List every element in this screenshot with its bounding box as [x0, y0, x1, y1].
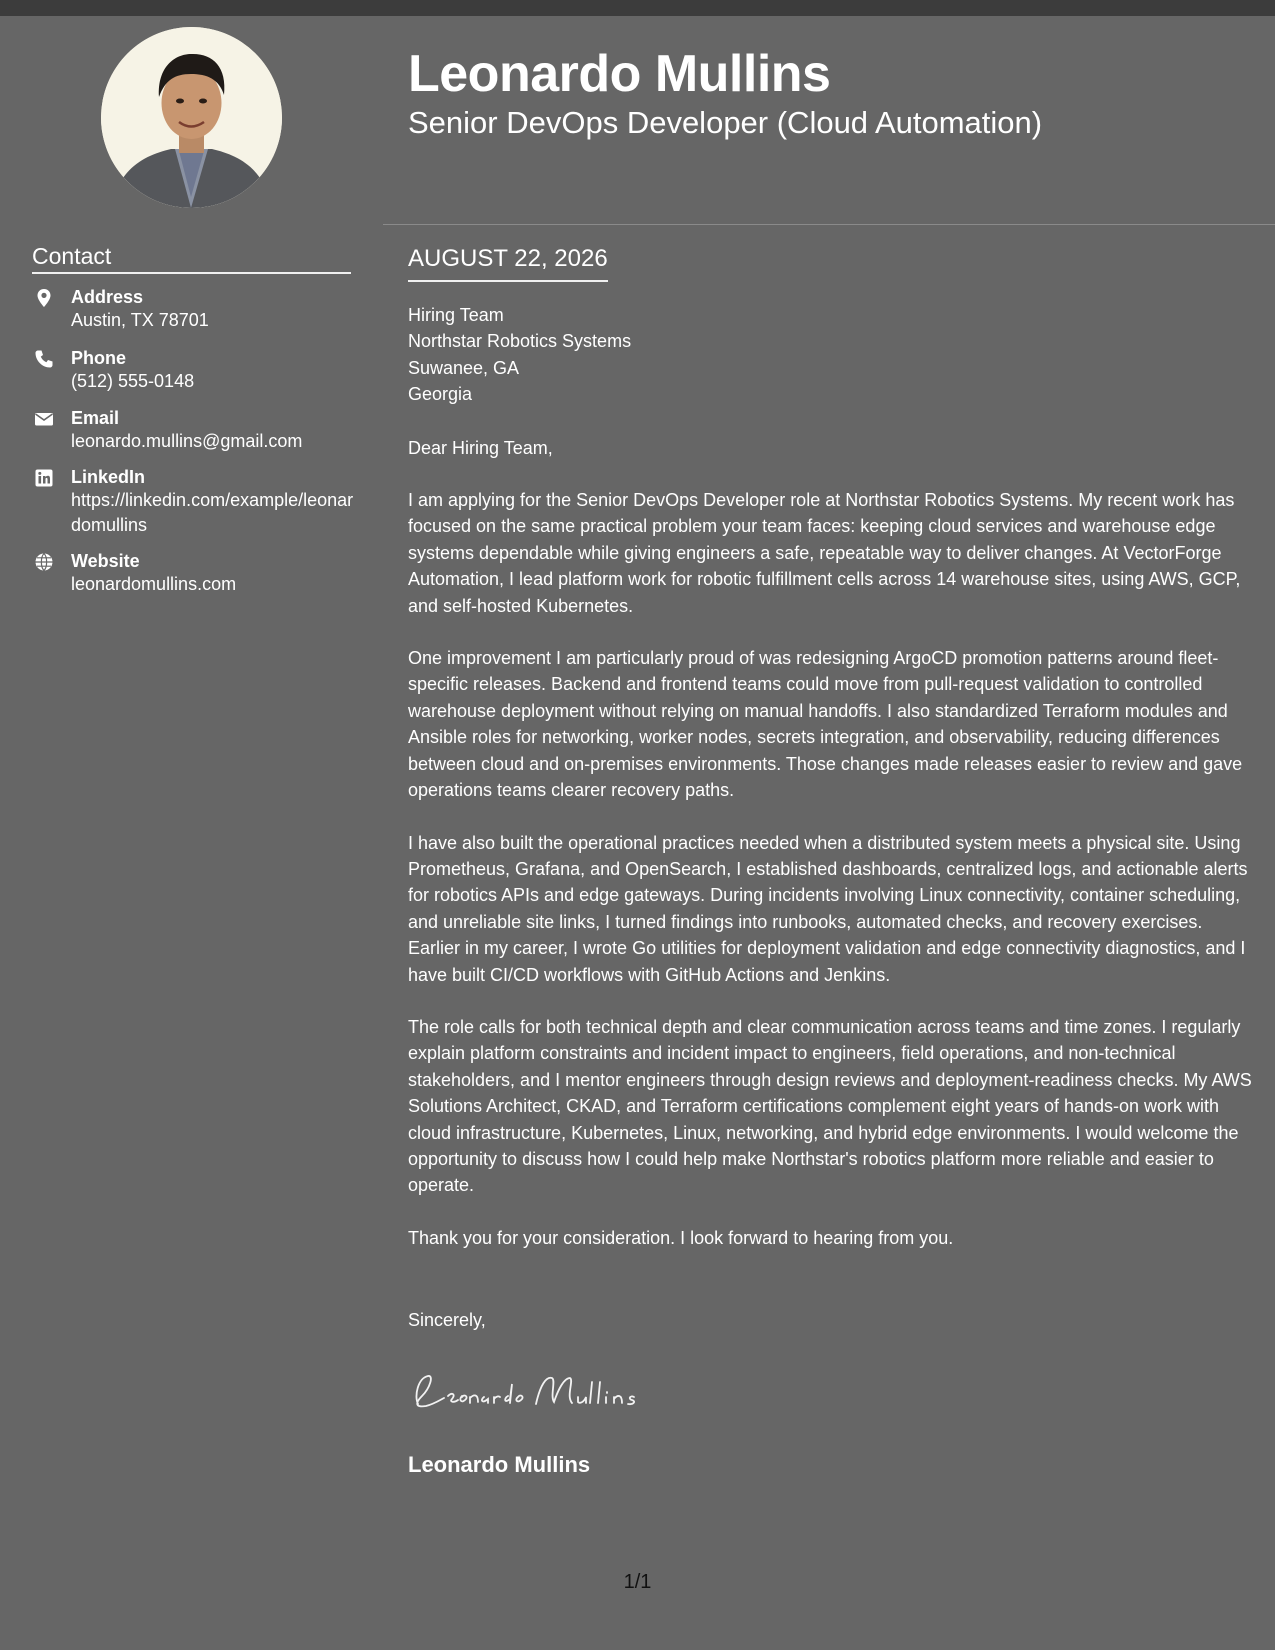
contact-item-email	[32, 407, 362, 454]
body-paragraph: One improvement I am particularly proud of was redesigning ArgoCD promotion patterns around fleet-specific releases. Backend and frontend teams could move from pull-request validation to controlled warehouse deployment without relying on manual handoffs. I also standardized Terraform modules and Ansible roles for networking, worker nodes, secrets integration, and observability, reducing differences between cloud and on-premises environments. Those changes made releases easier to review and gave operations teams clearer recovery paths.	[408, 648, 1243, 801]
contact-list	[32, 286, 362, 597]
body-paragraph: Thank you for your consideration. I look forward to hearing from you.	[408, 1227, 954, 1248]
recipient-line: Suwanee, GA	[408, 357, 520, 378]
contact-label: LinkedIn	[71, 467, 146, 487]
recipient-line: Hiring Team	[408, 305, 504, 325]
letter-body	[408, 302, 1253, 1277]
contact-heading: Contact	[32, 242, 351, 274]
applicant-name: Leonardo Mullins	[408, 45, 831, 103]
contact-value: Austin, TX 78701	[71, 310, 209, 330]
header-divider	[383, 224, 1275, 225]
job-title: Senior DevOps Developer (Cloud Automation)	[408, 105, 1043, 140]
body-paragraph: The role calls for both technical depth and clear communication across teams and time zones. I regularly explain platform constraints and incident impact to engineers, field operations, and non-technical stakeholders, and I mentor engineers through design reviews and deployment-readiness checks. My AWS Solutions Architect, CKAD, and Terraform certifications complement eight years of hands-on work with cloud infrastructure, Kubernetes, Linux, networking, and hybrid edge environments. I would welcome the opportunity to discuss how I could help make Northstar's robotics platform more reliable and easier to operate.	[408, 1016, 1252, 1196]
contact-value[interactable]: leonardomullins.com	[71, 574, 237, 594]
contact-label: Email	[71, 408, 120, 428]
contact-item-phone	[32, 347, 362, 394]
top-bar	[0, 0, 1275, 16]
signer-name: Leonardo Mullins	[408, 1452, 591, 1477]
body-paragraph: I am applying for the Senior DevOps Developer role at Northstar Robotics Systems. My recent work has focused on the same practical problem your team faces: keeping cloud services and warehouse edge systems dependable while giving engineers a safe, repeatable way to deliver changes. At VectorForge Automation, I lead platform work for robotic fulfillment cells across 14 warehouse sites, using AWS, GCP, and self-hosted Kubernetes.	[408, 490, 1241, 616]
body-paragraph: I have also built the operational practices needed when a distributed system meets a physical site. Using Prometheus, Grafana, and OpenSearch, I established dashboards, centralized logs, and actionable alerts for robotics APIs and edge gateways. During incidents involving Linux connectivity, container scheduling, and unreliable site links, I turned findings into runbooks, automated checks, and recovery exercises. Earlier in my career, I wrote Go utilities for deployment validation and edge connectivity diagnostics, and I have built CI/CD workflows with GitHub Actions and Jenkins.	[408, 832, 1248, 985]
recipient-line: Northstar Robotics Systems	[408, 331, 632, 352]
contact-label: Phone	[71, 348, 127, 368]
contact-value[interactable]: leonardo.mullins@gmail.com	[71, 431, 303, 451]
contact-item-website	[32, 550, 362, 597]
phone-icon	[34, 349, 54, 369]
contact-value[interactable]: https://linkedin.com/example/leonardomullins	[71, 490, 354, 535]
recipient-block	[408, 302, 1253, 408]
handwritten-signature	[404, 1366, 674, 1421]
contact-value: (512) 555-0148	[71, 371, 195, 391]
recipient-line: Georgia	[408, 384, 473, 405]
salutation: Dear Hiring Team,	[408, 437, 553, 458]
contact-item-address	[32, 286, 362, 333]
location-pin-icon	[34, 288, 54, 308]
contact-label: Website	[71, 551, 140, 571]
linkedin-icon	[34, 468, 54, 488]
page-number: 1/1	[623, 1571, 652, 1593]
contact-item-linkedin	[32, 466, 362, 538]
envelope-icon	[34, 409, 54, 429]
closing: Sincerely,	[408, 1310, 486, 1330]
letter-date: AUGUST 22, 2026	[408, 244, 608, 282]
contact-label: Address	[71, 287, 144, 307]
avatar	[101, 27, 282, 208]
globe-icon	[34, 552, 54, 572]
